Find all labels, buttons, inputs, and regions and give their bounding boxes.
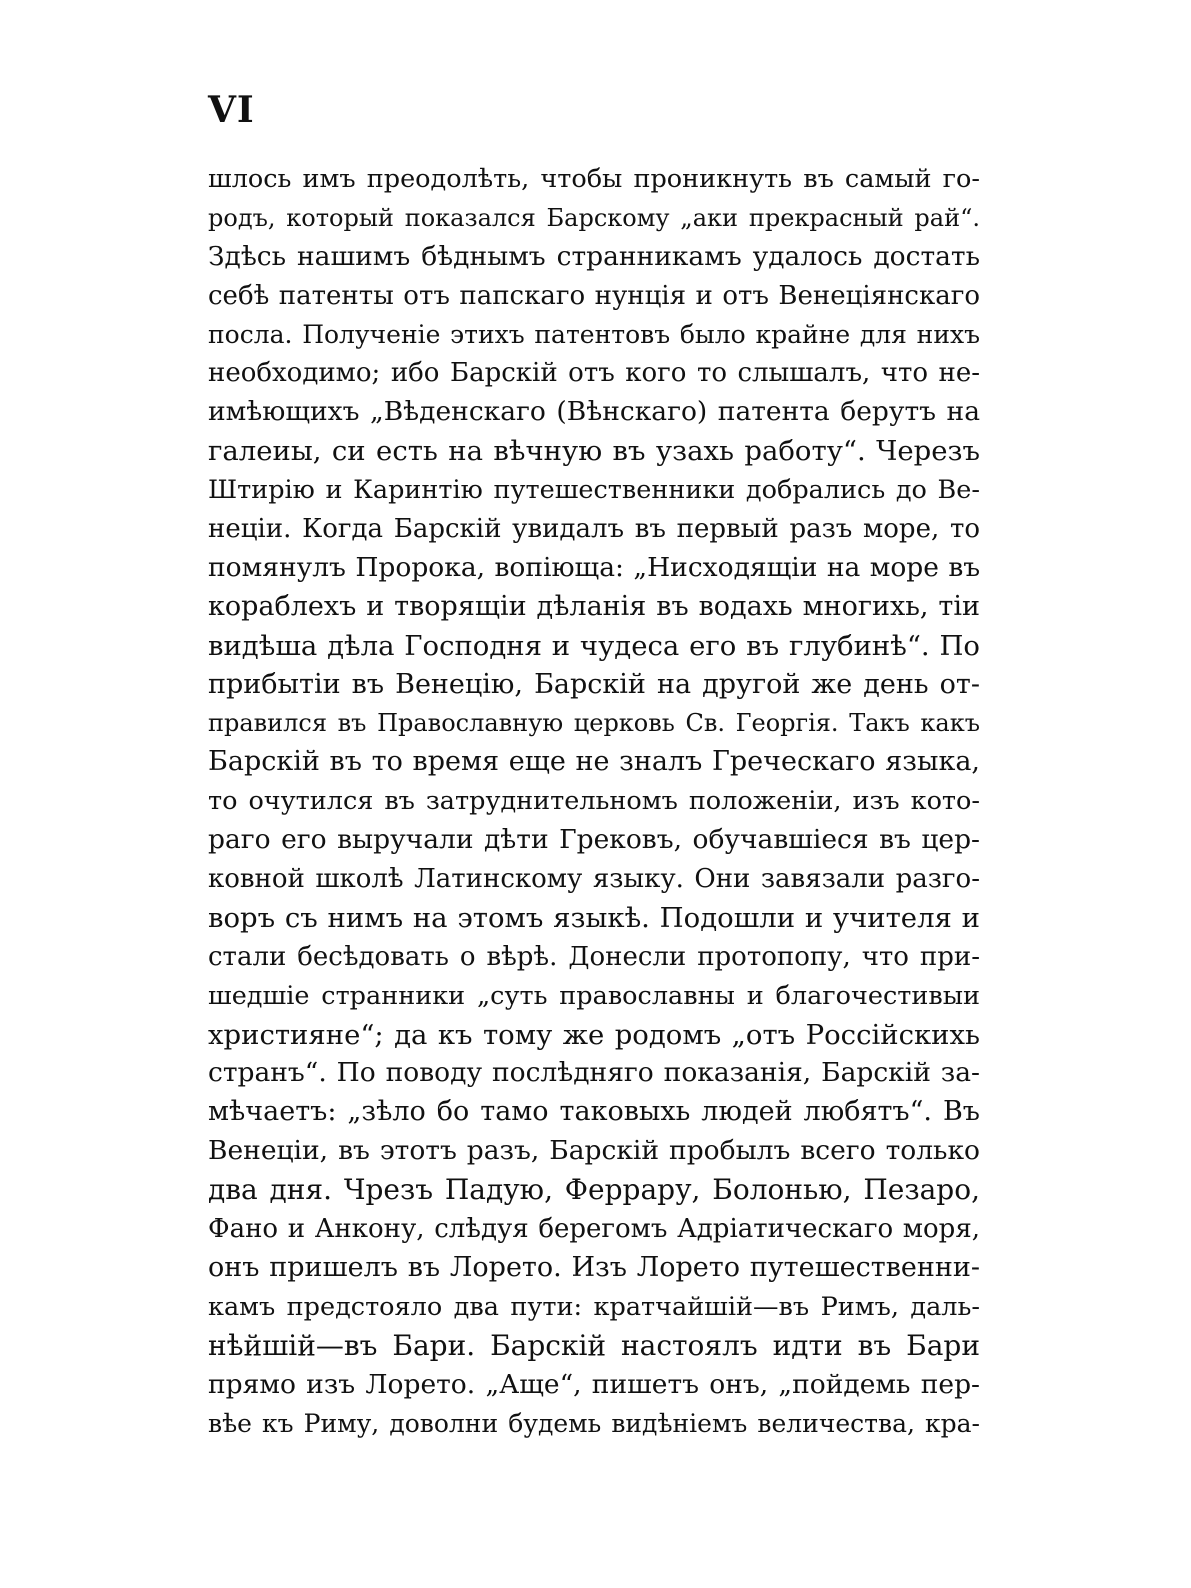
text-line: шлось имъ преодолѣть, чтобы проникнуть въ самый го- bbox=[208, 164, 980, 194]
text-line: галеиы, си есть на вѣчную въ узахь работу“. Черезъ bbox=[208, 435, 980, 468]
text-line: воръ съ нимъ на этомъ языкѣ. Подошли и учителя и bbox=[208, 901, 980, 934]
text-line: странъ“. По поводу послѣдняго показанія, Барскій за- bbox=[208, 1057, 980, 1089]
text-line: посла. Полученіе этихъ патентовъ было крайне для нихъ bbox=[208, 319, 980, 349]
text-line: неціи. Когда Барскій увидалъ въ первый разъ море, то bbox=[208, 514, 980, 545]
text-line: Здѣсь нашимъ бѣднымъ странникамъ удалось достать bbox=[208, 240, 980, 272]
body-text bbox=[208, 160, 980, 1443]
text-line: мѣчаетъ: „зѣло бо тамо таковыхь людей любятъ“. Въ bbox=[208, 1096, 980, 1128]
text-line: помянулъ Пророка, вопіюща: „Нисходящіи на море въ bbox=[208, 551, 980, 583]
text-line: християне“; да къ тому же родомъ „отъ Россійскихь bbox=[208, 1018, 980, 1051]
text-line: Фано и Анкону, слѣдуя берегомъ Адріатическаго моря, bbox=[208, 1214, 980, 1245]
text-line: Венеціи, въ этотъ разъ, Барскій пробылъ всего только bbox=[208, 1135, 980, 1167]
text-line: шедшіе странники „суть православны и благочестивыи bbox=[208, 980, 980, 1011]
text-line: необходимо; ибо Барскій отъ кого то слышалъ, что не- bbox=[208, 358, 980, 389]
text-line: Штирію и Каринтію путешественники добрались до Ве- bbox=[208, 475, 980, 506]
text-line: себѣ патенты отъ папскаго нунція и отъ Венеціянскаго bbox=[208, 280, 980, 311]
text-line: прибытіи въ Венецію, Барскій на другой же день от- bbox=[208, 668, 980, 700]
text-line: кораблехъ и творящіи дѣланія въ водахь многихь, тіи bbox=[208, 590, 980, 622]
text-line: видѣша дѣла Господня и чудеса его въ глубинѣ“. По bbox=[208, 629, 980, 662]
text-line: ковной школѣ Латинскому языку. Они завязали разго- bbox=[208, 864, 980, 895]
text-line: раго его выручали дѣти Грековъ, обучавшіеся въ цер- bbox=[208, 824, 980, 856]
text-line: камъ предстояло два пути: кратчайшій—въ Римъ, даль- bbox=[208, 1291, 980, 1322]
text-line: прямо изъ Лорето. „Аще“, пишетъ онъ, „пойдемь пер- bbox=[208, 1368, 980, 1400]
page-number: VI bbox=[208, 89, 255, 131]
text-line: нѣйшій—въ Бари. Барскій настоялъ идти въ Бари bbox=[208, 1328, 980, 1362]
text-line: правился въ Православную церковь Св. Георгія. Такъ какъ bbox=[208, 709, 980, 738]
text-line: родъ, который показался Барскому „аки прекрасный рай“. bbox=[208, 203, 980, 232]
text-line: стали бесѣдовать о вѣрѣ. Донесли протопопу, что при- bbox=[208, 941, 980, 972]
text-line: Барскій въ то время еще не зналъ Греческаго языка, bbox=[208, 746, 980, 778]
text-line: то очутился въ затруднительномъ положеніи, изъ кото- bbox=[208, 786, 980, 817]
text-line: два дня. Чрезъ Падую, Феррару, Болонью, Пезаро, bbox=[208, 1173, 980, 1207]
text-line: имѣющихъ „Вѣденскаго (Вѣнскаго) патента берутъ на bbox=[208, 396, 980, 428]
text-line: вѣе къ Риму, доволни будемь видѣніемъ величества, кра- bbox=[208, 1408, 980, 1438]
text-line: онъ пришелъ въ Лорето. Изъ Лорето путешественни- bbox=[208, 1251, 980, 1283]
